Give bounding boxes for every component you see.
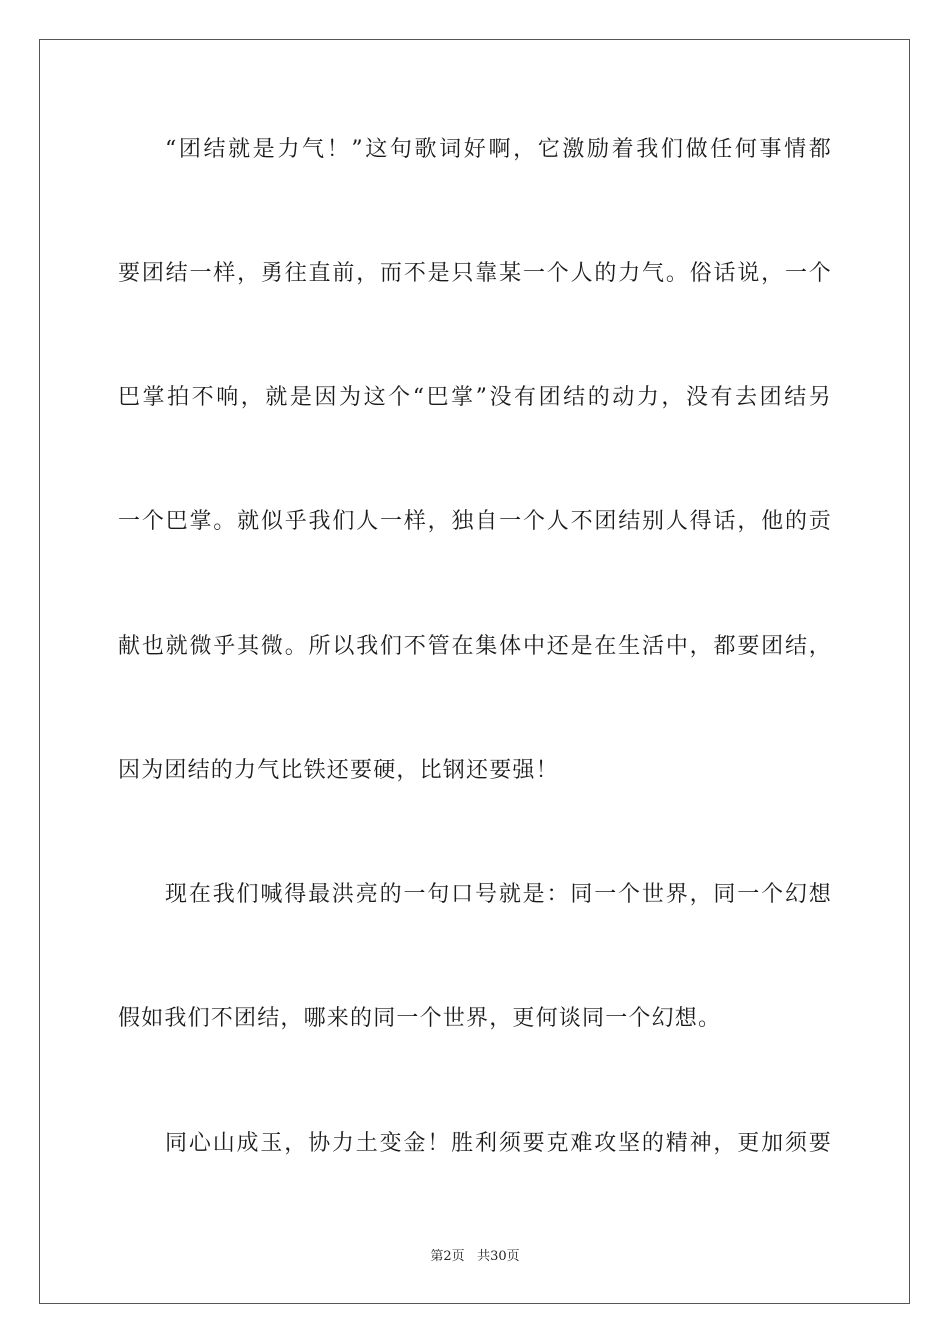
paragraph-2-line-1: 现在我们喊得最洪亮的一句口号就是：同一个世界，同一个幻想 <box>165 882 832 907</box>
page-footer <box>0 1248 950 1266</box>
paragraph-1-line-6: 因为团结的力气比铁还要硬，比钢还要强！ <box>118 758 559 783</box>
page-border <box>39 39 910 1304</box>
paragraph-1-line-3: 巴掌拍不响，就是因为这个“巴掌”没有团结的动力，没有去团结另 <box>118 385 832 410</box>
page-number: 第2页 <box>430 1249 465 1264</box>
paragraph-2-line-2: 假如我们不团结，哪来的同一个世界，更何谈同一个幻想。 <box>118 1006 722 1031</box>
page-total: 共30页 <box>477 1249 520 1264</box>
paragraph-1-line-2: 要团结一样，勇往直前，而不是只靠某一个人的力气。俗话说，一个 <box>118 261 832 286</box>
paragraph-1-line-4: 一个巴掌。就似乎我们人一样，独自一个人不团结别人得话，他的贡 <box>118 509 832 534</box>
paragraph-1-line-5: 献也就微乎其微。所以我们不管在集体中还是在生活中，都要团结， <box>118 634 832 659</box>
paragraph-1-line-1: “团结就是力气！”这句歌词好啊，它激励着我们做任何事情都 <box>165 137 832 162</box>
paragraph-3-line-1: 同心山成玉，协力土变金！胜利须要克难攻坚的精神，更加须要 <box>165 1131 832 1156</box>
